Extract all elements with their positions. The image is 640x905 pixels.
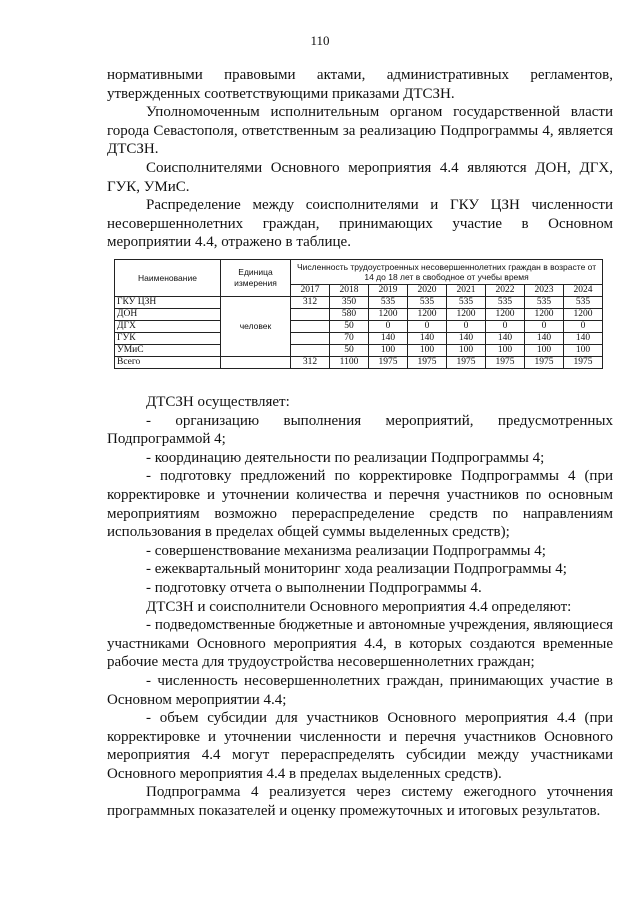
- value-cell: 50: [330, 321, 369, 333]
- table-row: [115, 321, 603, 333]
- header-count: Численность трудоустроенных несовершеннолетних граждан в возрасте от 14 до 18 лет в свободное от учебы время: [291, 260, 603, 285]
- value-cell: 140: [486, 333, 525, 345]
- row-name: УМиС: [115, 345, 221, 357]
- table-total-row: [115, 357, 603, 369]
- table-row: [115, 297, 603, 309]
- value-cell: 140: [447, 333, 486, 345]
- value-cell: 535: [447, 297, 486, 309]
- paragraph: ДТСЗН осуществляет:: [146, 394, 290, 410]
- paragraph: Подпрограмма 4 реализуется через систему ежегодного уточнения программных показателей и оценку промежуточных и итоговых результатов.: [107, 784, 613, 820]
- row-name: ДГХ: [115, 321, 221, 333]
- value-cell: [291, 333, 330, 345]
- distribution-table: [114, 259, 603, 369]
- value-cell: 312: [291, 297, 330, 309]
- list-item: - ежеквартальный мониторинг хода реализации Подпрограммы 4;: [146, 561, 567, 578]
- value-cell: 535: [525, 297, 564, 309]
- value-cell: 0: [525, 321, 564, 333]
- row-name: ДОН: [115, 309, 221, 321]
- value-cell: 0: [486, 321, 525, 333]
- list-item: - координацию деятельности по реализации Подпрограммы 4;: [146, 449, 545, 466]
- year-header: 2023: [525, 285, 564, 297]
- row-name: ГУК: [115, 333, 221, 345]
- value-cell: 1200: [408, 309, 447, 321]
- row-name: Всего: [115, 357, 221, 369]
- value-cell: 1200: [369, 309, 408, 321]
- paragraph: Соисполнителями Основного мероприятия 4.4 являются ДОН, ДГХ, ГУК, УМиС.: [107, 159, 613, 195]
- year-header: 2017: [291, 285, 330, 297]
- value-cell: [291, 309, 330, 321]
- table-row: [115, 333, 603, 345]
- list-item: - подготовку предложений по корректировке Подпрограммы 4 (при корректировке и уточнении количества и перечня участников по основным мероприятиям возможно перераспределение средств по направлениям использования в пределах общей суммы выделенных средств);: [107, 468, 613, 541]
- header-unit: Единица измерения: [221, 260, 291, 297]
- list-item: - подведомственные бюджетные и автономные учреждения, являющиеся участниками Основного мероприятия 4.4, в которых создаются временные рабочие места для трудоустройства несовершеннолетних граждан;: [107, 617, 613, 671]
- value-cell: 0: [447, 321, 486, 333]
- value-cell: 535: [486, 297, 525, 309]
- year-header: 2020: [408, 285, 447, 297]
- value-cell: 100: [369, 345, 408, 357]
- list-item: - объем субсидии для участников Основного мероприятия 4.4 (при корректировке и уточнении численности и перечня участников Основного мероприятия 4.4 могут перераспределять субсидии между участниками Основного мероприятия 4.4 в пределах выделенных средств).: [107, 710, 613, 782]
- value-cell: 140: [564, 333, 603, 345]
- value-cell: 140: [525, 333, 564, 345]
- year-header: 2022: [486, 285, 525, 297]
- bottom-text: [107, 393, 613, 821]
- value-cell: 140: [408, 333, 447, 345]
- value-cell: 1200: [525, 309, 564, 321]
- year-header: 2024: [564, 285, 603, 297]
- value-cell: 1975: [369, 357, 408, 369]
- unit-cell-empty: [221, 357, 291, 369]
- value-cell: 70: [330, 333, 369, 345]
- table-header-row: [115, 260, 603, 285]
- value-cell: 1200: [486, 309, 525, 321]
- page-number: 110: [310, 33, 330, 48]
- value-cell: 100: [408, 345, 447, 357]
- value-cell: [291, 321, 330, 333]
- year-header: 2018: [330, 285, 369, 297]
- value-cell: 1100: [330, 357, 369, 369]
- value-cell: 312: [291, 357, 330, 369]
- value-cell: 0: [564, 321, 603, 333]
- value-cell: 50: [330, 345, 369, 357]
- list-item: - численность несовершеннолетних граждан, принимающих участие в Основном мероприятии 4.4;: [107, 672, 613, 708]
- unit-cell: человек: [221, 297, 291, 357]
- value-cell: 100: [486, 345, 525, 357]
- value-cell: 1200: [564, 309, 603, 321]
- value-cell: 0: [408, 321, 447, 333]
- header-name: Наименование: [115, 260, 221, 297]
- table-row: [115, 345, 603, 357]
- paragraph: Уполномоченным исполнительным органом государственной власти города Севастополя, ответственным за реализацию Подпрограммы 4, является ДТСЗН.: [107, 104, 613, 158]
- list-item: - организацию выполнения мероприятий, предусмотренных Подпрограммой 4;: [107, 412, 613, 448]
- row-name: ГКУ ЦЗН: [115, 297, 221, 309]
- value-cell: 1975: [486, 357, 525, 369]
- value-cell: 1200: [447, 309, 486, 321]
- list-item: - совершенствование механизма реализации Подпрограммы 4;: [146, 542, 546, 559]
- value-cell: 100: [564, 345, 603, 357]
- value-cell: 100: [447, 345, 486, 357]
- value-cell: 535: [408, 297, 447, 309]
- year-header: 2019: [369, 285, 408, 297]
- value-cell: 1975: [447, 357, 486, 369]
- table-row: [115, 309, 603, 321]
- top-text: [107, 66, 613, 252]
- value-cell: 580: [330, 309, 369, 321]
- value-cell: 1975: [525, 357, 564, 369]
- value-cell: 350: [330, 297, 369, 309]
- value-cell: 535: [564, 297, 603, 309]
- value-cell: 140: [369, 333, 408, 345]
- distribution-table-container: [114, 259, 602, 369]
- value-cell: 0: [369, 321, 408, 333]
- list-item: - подготовку отчета о выполнении Подпрограммы 4.: [146, 579, 482, 596]
- paragraph: ДТСЗН и соисполнители Основного мероприятия 4.4 определяют:: [146, 598, 572, 615]
- paragraph: Распределение между соисполнителями и ГКУ ЦЗН численности несовершеннолетних граждан, принимающих участие в Основном мероприятии 4.4, отражено в таблице.: [107, 197, 613, 251]
- value-cell: 1975: [408, 357, 447, 369]
- value-cell: [291, 345, 330, 357]
- year-header: 2021: [447, 285, 486, 297]
- value-cell: 100: [525, 345, 564, 357]
- paragraph: нормативными правовыми актами, административных регламентов, утвержденных соответствующими приказами ДТСЗН.: [107, 67, 613, 102]
- value-cell: 535: [369, 297, 408, 309]
- value-cell: 1975: [564, 357, 603, 369]
